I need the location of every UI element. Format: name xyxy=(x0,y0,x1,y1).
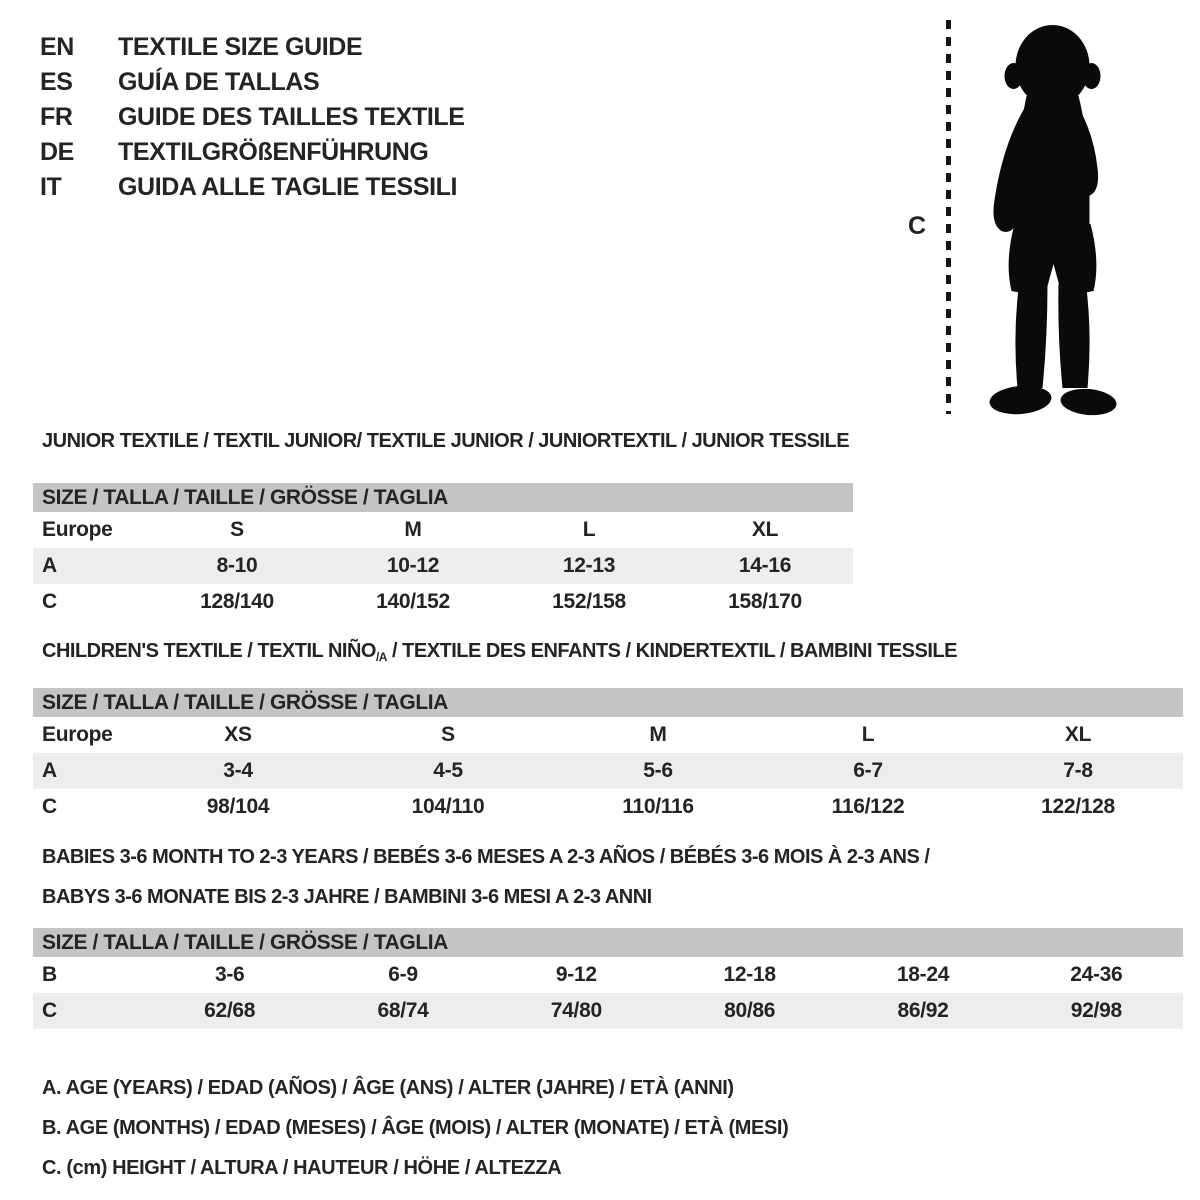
language-row-en xyxy=(40,30,465,65)
row-label: Europe xyxy=(42,518,113,541)
age-cell: 7-8 xyxy=(1063,759,1093,782)
junior-size-table xyxy=(33,483,853,620)
language-code: ES xyxy=(40,68,73,96)
baby-silhouette-icon xyxy=(962,18,1142,422)
height-cell: 152/158 xyxy=(552,590,626,613)
size-cell: L xyxy=(861,723,875,746)
height-cell: 86/92 xyxy=(897,999,949,1022)
size-cell: L xyxy=(582,518,596,541)
junior-title-text: JUNIOR TEXTILE / TEXTIL JUNIOR/ TEXTILE JUNIOR / JUNIORTEXTIL / JUNIOR TESSILE xyxy=(42,430,850,452)
language-title-list xyxy=(40,30,465,205)
height-cell: 128/140 xyxy=(200,590,274,613)
row-label: A xyxy=(42,759,57,782)
size-header-row: SIZE / TALLA / TAILLE / GRÖSSE / TAGLIA xyxy=(33,928,1183,957)
row-label: B xyxy=(42,963,57,986)
legend-line-c: C. (cm) HEIGHT / ALTURA / HAUTEUR / HÖHE / ALTEZZA xyxy=(42,1157,562,1179)
size-cell: S xyxy=(230,518,244,541)
age-cell: 10-12 xyxy=(386,554,440,577)
height-cell: 68/74 xyxy=(377,999,429,1022)
age-cell: 4-5 xyxy=(433,759,463,782)
children-title-text-rest: / TEXTILE DES ENFANTS / KINDERTEXTIL / BAMBINI TESSILE xyxy=(386,640,957,662)
table-row-height xyxy=(33,993,1183,1029)
height-cell: 116/122 xyxy=(831,795,905,818)
language-title: TEXTILGRÖßENFÜHRUNG xyxy=(118,138,429,166)
size-cell: S xyxy=(441,723,455,746)
age-cell: 5-6 xyxy=(643,759,673,782)
babies-title-line1-text: BABIES 3-6 MONTH TO 2-3 YEARS / BEBÉS 3-6 MESES A 2-3 AÑOS / BÉBÉS 3-6 MOIS À 2-3 ANS / xyxy=(42,846,930,868)
language-code: FR xyxy=(40,103,73,131)
row-label: Europe xyxy=(42,723,113,746)
height-measure-label: C xyxy=(908,212,927,240)
height-cell: 92/98 xyxy=(1070,999,1122,1022)
size-cell: M xyxy=(404,518,422,541)
row-label: C xyxy=(42,795,57,818)
language-title: GUÍA DE TALLAS xyxy=(118,68,320,96)
age-cell: 18-24 xyxy=(896,963,950,986)
language-title: GUIDA ALLE TAGLIE TESSILI xyxy=(118,173,458,201)
age-cell: 12-13 xyxy=(562,554,616,577)
size-header-row: SIZE / TALLA / TAILLE / GRÖSSE / TAGLIA xyxy=(33,688,1183,717)
height-measure-dashed-line xyxy=(946,20,951,414)
height-cell: 98/104 xyxy=(206,795,270,818)
height-cell: 158/170 xyxy=(728,590,802,613)
table-row-region xyxy=(33,512,853,548)
babies-section-title-line2 xyxy=(42,886,652,909)
language-code: DE xyxy=(40,138,74,166)
table-row-age xyxy=(33,548,853,584)
height-cell: 140/152 xyxy=(376,590,450,613)
height-cell: 104/110 xyxy=(411,795,485,818)
height-cell: 110/116 xyxy=(622,795,694,818)
babies-title-line2-text: BABYS 3-6 MONATE BIS 2-3 JAHRE / BAMBINI 3-6 MESI A 2-3 ANNI xyxy=(42,886,652,908)
children-title-text: CHILDREN'S TEXTILE / TEXTIL NIÑO xyxy=(42,640,376,662)
legend-line-b: B. AGE (MONTHS) / EDAD (MESES) / ÂGE (MOIS) / ALTER (MONATE) / ETÀ (MESI) xyxy=(42,1117,789,1139)
children-section-title xyxy=(42,640,957,664)
language-title: TEXTILE SIZE GUIDE xyxy=(118,33,363,61)
language-code: IT xyxy=(40,173,62,201)
size-cell: M xyxy=(649,723,667,746)
age-cell: 6-7 xyxy=(853,759,883,782)
age-cell: 3-6 xyxy=(214,963,245,986)
language-row-it xyxy=(40,170,465,205)
babies-section-title-line1 xyxy=(42,846,929,869)
babies-size-table xyxy=(33,928,1183,1029)
size-cell: XL xyxy=(751,518,779,541)
height-cell: 74/80 xyxy=(550,999,602,1022)
age-cell: 14-16 xyxy=(738,554,792,577)
size-cell: XL xyxy=(1064,723,1092,746)
age-cell: 9-12 xyxy=(555,963,597,986)
language-row-es xyxy=(40,65,465,100)
junior-section-title xyxy=(42,430,849,453)
language-title: GUIDE DES TAILLES TEXTILE xyxy=(118,103,465,131)
age-cell: 12-18 xyxy=(723,963,776,986)
legend xyxy=(42,1068,788,1188)
table-row-age xyxy=(33,753,1183,789)
age-cell: 6-9 xyxy=(388,963,418,986)
row-label: A xyxy=(42,554,57,577)
language-row-fr xyxy=(40,100,465,135)
language-row-de xyxy=(40,135,465,170)
legend-line-a: A. AGE (YEARS) / EDAD (AÑOS) / ÂGE (ANS) / ALTER (JAHRE) / ETÀ (ANNI) xyxy=(42,1077,734,1099)
children-title-subscript: /A xyxy=(375,650,387,664)
height-cell: 80/86 xyxy=(724,999,776,1022)
table-row-region xyxy=(33,717,1183,753)
row-label: C xyxy=(42,590,57,613)
table-row-height xyxy=(33,584,853,620)
age-cell: 8-10 xyxy=(216,554,258,577)
size-cell: XS xyxy=(224,723,252,746)
height-cell: 62/68 xyxy=(204,999,256,1022)
children-size-table xyxy=(33,688,1183,825)
table-row-age-months xyxy=(33,957,1183,993)
table-row-height xyxy=(33,789,1183,825)
size-header-row: SIZE / TALLA / TAILLE / GRÖSSE / TAGLIA xyxy=(33,483,853,512)
height-cell: 122/128 xyxy=(1041,795,1115,818)
age-cell: 3-4 xyxy=(223,759,253,782)
age-cell: 24-36 xyxy=(1070,963,1123,986)
language-code: EN xyxy=(40,33,74,61)
row-label: C xyxy=(42,999,57,1022)
